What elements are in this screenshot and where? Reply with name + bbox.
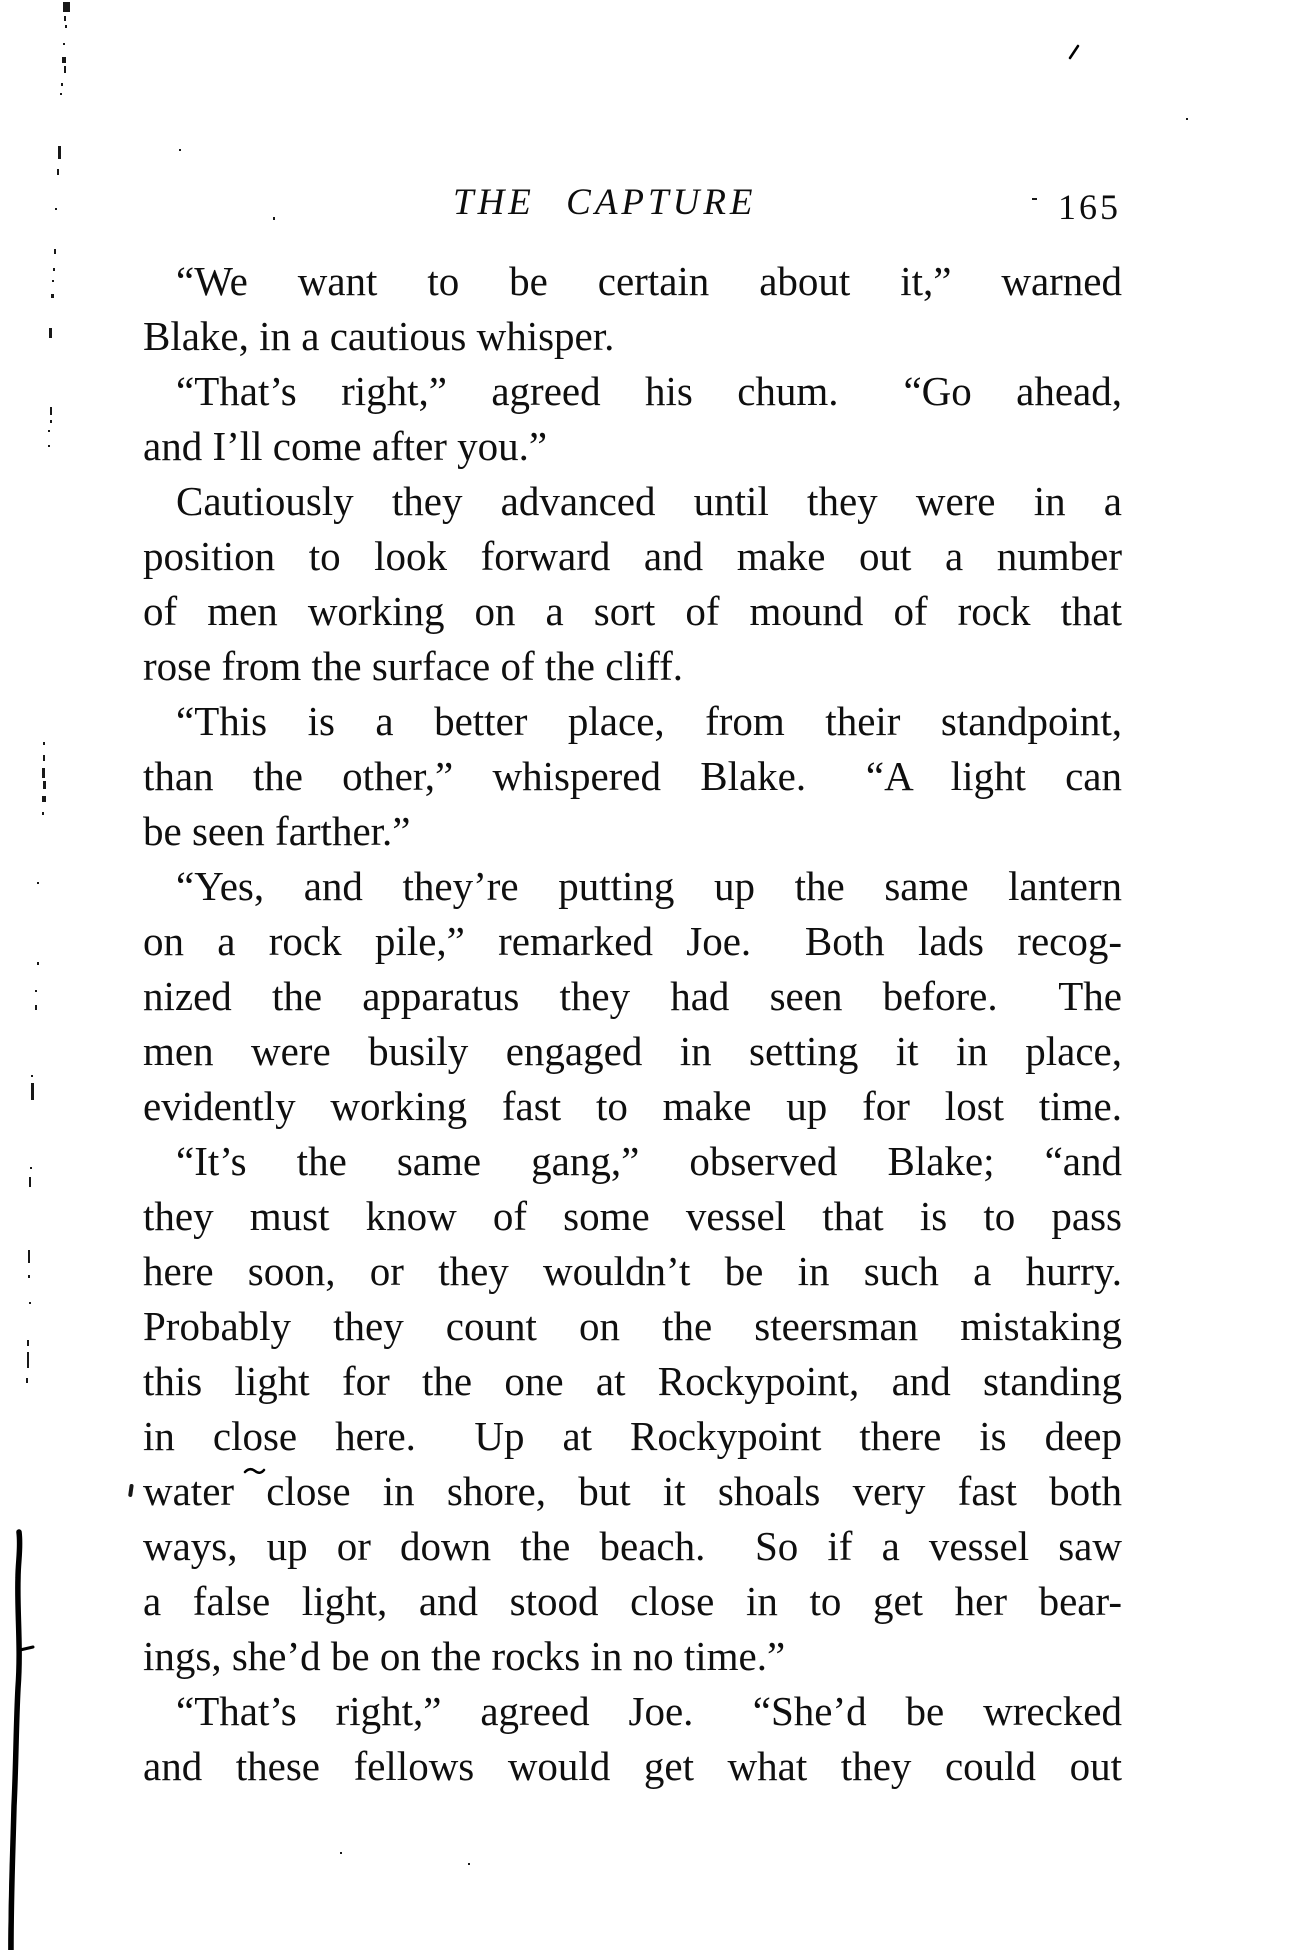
gutter-fold-line-thick: [10, 1700, 17, 1950]
text-line: and I’ll come after you.”: [143, 423, 548, 469]
paragraph: [143, 1134, 1122, 1684]
text-line: evidently working fast to make up for lost time.: [143, 1083, 1122, 1129]
text-line: this light for the one at Rockypoint, and standing: [143, 1358, 1122, 1404]
text-line: “That’s right,” agreed Joe. “She’d be wrecked: [176, 1688, 1122, 1734]
text-line: Probably they count on the steersman mistaking: [143, 1303, 1122, 1349]
gutter-tick-mark: [20, 1647, 33, 1650]
gutter-fold-line: [11, 1532, 20, 1950]
text-line: of men working on a sort of mound of rock that: [143, 588, 1122, 634]
text-line: “This is a better place, from their standpoint,: [176, 698, 1122, 744]
text-line: water close in shore, but it shoals very fast both: [143, 1468, 1122, 1514]
text-line: and these fellows would get what they could out: [143, 1743, 1122, 1789]
paragraph: [143, 859, 1122, 1134]
text-line: “Yes, and they’re putting up the same lantern: [176, 863, 1122, 909]
page-body: [143, 254, 1122, 1794]
text-line: nized the apparatus they had seen before. The: [143, 973, 1122, 1019]
text-line: they must know of some vessel that is to pass: [143, 1193, 1122, 1239]
text-line: “It’s the same gang,” observed Blake; “and: [176, 1138, 1122, 1184]
text-line: on a rock pile,” remarked Joe. Both lads recog-: [143, 918, 1122, 964]
text-line: in close here. Up at Rockypoint there is deep: [143, 1413, 1122, 1459]
text-line: here soon, or they wouldn’t be in such a hurry.: [143, 1248, 1122, 1294]
text-line: men were busily engaged in setting it in place,: [143, 1028, 1122, 1074]
text-line: ings, she’d be on the rocks in no time.”: [143, 1633, 786, 1679]
paragraph: [143, 474, 1122, 694]
text-line: Cautiously they advanced until they were in a: [176, 478, 1122, 524]
running-head: [0, 0, 1296, 240]
text-line: be seen farther.”: [143, 808, 411, 854]
text-line: a false light, and stood close in to get her bear-: [143, 1578, 1122, 1624]
text-line: “That’s right,” agreed his chum. “Go ahead,: [176, 368, 1122, 414]
text-line: “We want to be certain about it,” warned: [176, 258, 1122, 304]
text-line: position to look forward and make out a number: [143, 533, 1122, 579]
paragraph: [143, 254, 1122, 364]
text-line: than the other,” whispered Blake. “A light can: [143, 753, 1122, 799]
text-line: rose from the surface of the cliff.: [143, 643, 683, 689]
text-line: Blake, in a cautious whisper.: [143, 313, 615, 359]
text-line: ways, up or down the beach. So if a vessel saw: [143, 1523, 1122, 1569]
paragraph: [143, 1684, 1122, 1794]
paragraph: [143, 364, 1122, 474]
paragraph: [143, 694, 1122, 859]
page-number: 165: [1058, 187, 1121, 227]
page-title: THE CAPTURE: [453, 182, 757, 223]
